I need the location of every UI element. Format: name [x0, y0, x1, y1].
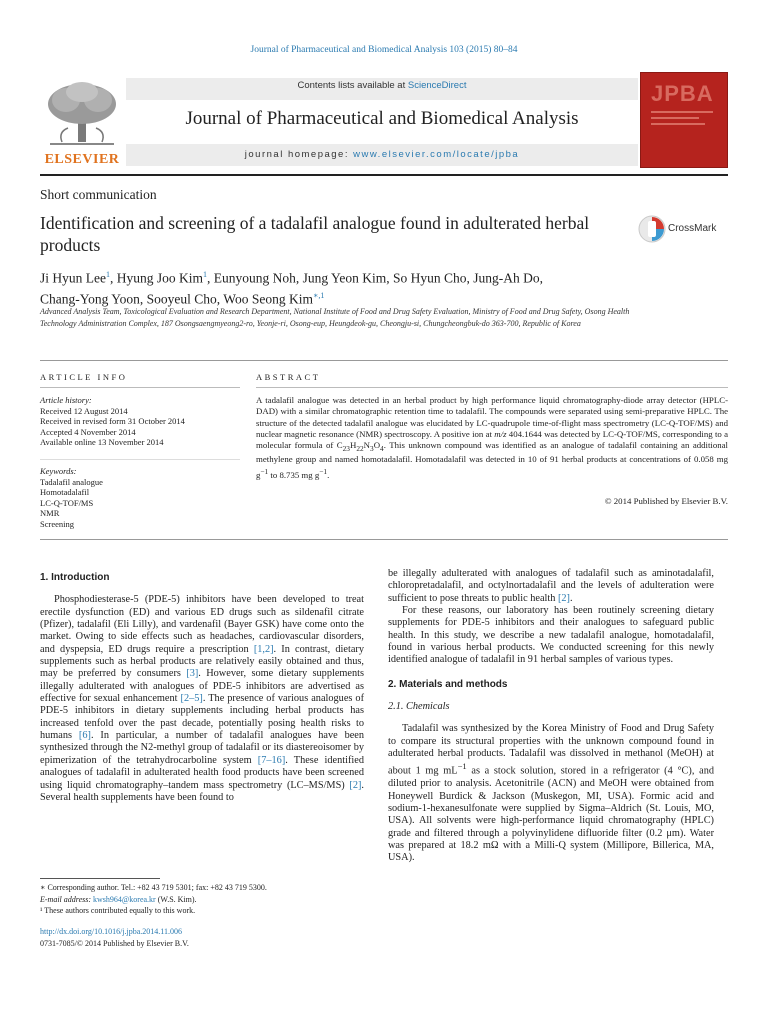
banner-rule [40, 174, 728, 176]
journal-citation[interactable]: Journal of Pharmaceutical and Biomedical Analysis 103 (2015) 80–84 [250, 45, 518, 55]
page-footer [40, 926, 370, 949]
sciencedirect-link[interactable]: ScienceDirect [407, 80, 467, 91]
abstract-heading: ABSTRACT [256, 372, 321, 382]
history-label: Article history: [40, 395, 92, 405]
homepage-line [126, 144, 638, 166]
paragraph [388, 723, 714, 864]
text-run: be illegally adulterated with analogues of tadalafil such as aminotadalafil, chloropretadalafil, and octylnortadalafil and the levels of adulteration were sufficient to pose threats to public health [388, 568, 714, 604]
homepage-prefix: journal homepage: [244, 149, 354, 160]
cover-line [651, 123, 705, 125]
reference-link[interactable]: [7–16] [257, 754, 286, 766]
divider [40, 539, 728, 540]
cover-line [651, 117, 699, 119]
reference-link[interactable]: [1,2] [253, 643, 274, 655]
homepage-link[interactable]: www.elsevier.com/locate/jpba [353, 149, 520, 160]
keyword: Homotadalafil [40, 487, 90, 497]
keywords-label: Keywords: [40, 466, 77, 476]
subsection-heading-chemicals: 2.1. Chemicals [388, 701, 450, 713]
email-suffix: (W.S. Kim). [155, 894, 197, 904]
section-heading-methods: 2. Materials and methods [388, 678, 508, 690]
author-name: Ji Hyun Lee [40, 270, 106, 286]
email-link[interactable]: kwsh964@korea.kr [93, 894, 156, 904]
abstract-run: 404.1644 was detected by LC-Q-TOF/MS, corresponding to a molecular formula of C [256, 428, 728, 451]
text-run: . [569, 592, 573, 604]
formula-element: O [373, 440, 381, 451]
keyword: Screening [40, 518, 74, 529]
contents-line [126, 78, 638, 100]
history-item: Accepted 4 November 2014 [40, 426, 136, 437]
crossmark-badge[interactable] [638, 213, 728, 245]
elsevier-tree-logo [40, 80, 124, 166]
divider [40, 360, 728, 361]
text-run: Tadalafil was synthesized by the Korea Ministry of Food and Drug Safety to compare its structural properties with the unknown compound found in adulterated herbal products. Tadalafil was dissolved in methanol (MeOH) at about 1 mg mL [388, 723, 714, 777]
author-name: , Hyung Joo Kim [109, 270, 203, 286]
text-run: . These identified analogues of tadalafil in adulterated health food products have been screened using liquid chromatography–tandem mass spectrometry (LC–MS/MS) [40, 754, 365, 791]
reference-link[interactable]: [2] [349, 779, 362, 791]
issn-line: 0731-7085/© 2014 Published by Elsevier B.V. [40, 938, 189, 948]
journal-title: Journal of Pharmaceutical and Biomedical Analysis [185, 108, 579, 129]
reference-link[interactable]: [2–5] [180, 693, 203, 705]
author-names: Chang-Yong Yoon, Sooyeul Cho, Woo Seong Kim [40, 291, 313, 306]
abstract-run: . This unknown compound was identified as an analogue of tadalafil containing an additional methylene group and named homotadalafil. Homotadalafil was detected in 10 of 91 herbal products at concentrations of 0.058 mg g [256, 440, 728, 480]
keywords [40, 466, 240, 529]
equal-contribution-note: ¹ These authors contributed equally to this work. [40, 906, 196, 915]
abstract-text [256, 395, 728, 481]
article-type: Short communication [40, 187, 157, 202]
abstract-run: . [327, 469, 330, 480]
paragraph: For these reasons, our laboratory has been routinely screening dietary supplements for PDE-5 inhibitors and their analogues to safeguard public health. In this study, we describe a new tadalafil analogue, homotadalafil, found in various herbal products. We conducted screening for this newly identified analogue of tadalafil in 91 herbal samples of various types. [388, 605, 714, 666]
history-item: Received in revised form 31 October 2014 [40, 416, 185, 426]
author-footnote-mark[interactable]: ∗,1 [312, 290, 325, 300]
crossmark-icon [638, 213, 666, 245]
text-run: . Several health supplements have been found to [40, 779, 364, 803]
paragraph [388, 568, 714, 605]
elsevier-wordmark: ELSEVIER [44, 152, 120, 167]
section-heading-introduction: 1. Introduction [40, 572, 110, 583]
footnote-rule [40, 878, 160, 879]
affiliation: Advanced Analysis Team, Toxicological Evaluation and Research Department, National Institute of Food and Drug Safety Evaluation, Ministry of Food and Drug Safety, Osong Health Technology Administration Complex, 187 Osongsaengmyeong2-ro, Yeonje-ri, Osong-eup, Heungdeok-gu, Cheongju-si, Chungcheongbuk-do 363-700, Republic of Korea [40, 307, 630, 328]
cover-title: JPBA [651, 81, 714, 106]
author-footnote-mark[interactable]: 1 [105, 270, 110, 279]
formula-subscript: 22 [356, 443, 364, 453]
formula-element: N [363, 440, 371, 451]
abstract-run: to 8.735 mg g [268, 469, 320, 480]
text-run: . However, some dietary supplements illegally adulterated with analogues of PDE-5 inhibitors are advertised as effective for sexual enhancement [40, 668, 364, 705]
unit-superscript: −1 [319, 466, 328, 476]
author-list [40, 266, 720, 307]
doi-link[interactable]: http://dx.doi.org/10.1016/j.jpba.2014.11.006 [40, 927, 182, 936]
reference-link[interactable]: [3] [186, 668, 199, 680]
cover-line [651, 111, 713, 113]
paragraph [40, 594, 364, 804]
divider [40, 387, 240, 388]
crossmark-label: CrossMark [668, 223, 717, 234]
email-note [40, 894, 370, 906]
email-label: E-mail address: [40, 894, 94, 904]
text-run: . In contrast, dietary supplements such as herbal products are relatively easily obtained and thus, may be preferred by consumers [40, 643, 364, 680]
footnotes [40, 882, 370, 917]
abstract-run: m/z [494, 428, 507, 439]
formula-element: H [349, 440, 357, 451]
article-title: Identification and screening of a tadalafil analogue found in adulterated herbal products [40, 213, 590, 255]
author-footnote-mark[interactable]: 1 [203, 270, 207, 279]
reference-link[interactable]: [6] [78, 730, 91, 742]
banner-center [126, 78, 638, 168]
history-item: Received 12 August 2014 [40, 405, 128, 416]
formula-subscript: 4 [380, 443, 384, 453]
abstract-copyright: © 2014 Published by Elsevier B.V. [604, 496, 728, 506]
contents-prefix: Contents lists available at [297, 80, 408, 91]
reference-link[interactable]: [2] [557, 592, 570, 604]
history-item: Available online 13 November 2014 [40, 437, 164, 447]
text-run: Phosphodiesterase-5 (PDE-5) inhibitors have been developed to treat erectile dysfunction (ED) and various ED drugs such as sildenafil citrate (Pfizer), tadalafil (Eli Lilly), and vardenafil (Bayer GSK) have come onto the market. Owing to side effects such as headaches, cardiovascular disorders, and dyspepsia, ED drugs require a prescription [40, 594, 364, 655]
formula-subscript: 23 [342, 443, 350, 453]
body-column-right [388, 568, 714, 865]
text-run: . In particular, a number of tadalafil analogues have been synthesized through the N2-methyl group of tadalafil or its diastereoisomer by epimerization of the tetrahydrocarboline system [40, 730, 365, 766]
divider [40, 459, 240, 460]
abstract-run: A tadalafil analogue was detected in an herbal product by high performance liquid chromatography-diode array detector (HPLC-DAD) with a similar chromatographic retention time to tadalafil. The compounds were separated using semi-preparative HPLC. The structure of the detected tadalafil analogue was elucidated by LC-quadrupole time-of-flight mass spectrometry (LC-Q-TOF/MS) and nuclear magnetic resonance (NMR) spectroscopy. A positive ion at [256, 395, 728, 439]
journal-cover-image [640, 72, 728, 168]
journal-banner [40, 78, 728, 168]
keyword: LC-Q-TOF/MS [40, 497, 94, 508]
divider [256, 387, 728, 388]
author-names: , Eunyoung Noh, Jung Yeon Kim, So Hyun Cho, Jung-Ah Do, [207, 270, 544, 286]
article-history [40, 395, 240, 448]
keyword: NMR [40, 508, 60, 518]
text-run: . The presence of various analogues of PDE-5 inhibitors in dietary supplements including herbal products has increased tenfold over the past decade, potentially posing health risks to humans [40, 693, 365, 742]
keyword: Tadalafil analogue [40, 476, 103, 487]
article-info-heading: ARTICLE INFO [40, 372, 128, 382]
text-run: as a stock solution, stored in a refrigerator (4 °C), and diluted prior to analysis. Acetonitrile (ACN) and MeOH were obtained from Honeywell Burdick & Jackson (Muskegon, MI, USA). Formic acid and sodium-1-hexanesulfonate were supplied by Sigma–Aldrich (St. Louis, MO, USA). All solvents were high-performance liquid chromatography (HPLC) grade and filtered through a polyvinylidene difluoride filter (0.2 μm). Water was prepared at 18.2 mΩ with a Milli-Q system (Millipore, Billerica, MA, USA). [388, 765, 714, 864]
unit-superscript: −1 [457, 761, 467, 772]
body-column-left [40, 566, 364, 804]
unit-superscript: −1 [260, 466, 269, 476]
corresponding-author-note: ∗ Corresponding author. Tel.: +82 43 719 5301; fax: +82 43 719 5300. [40, 883, 267, 892]
formula-subscript: 3 [370, 443, 374, 453]
